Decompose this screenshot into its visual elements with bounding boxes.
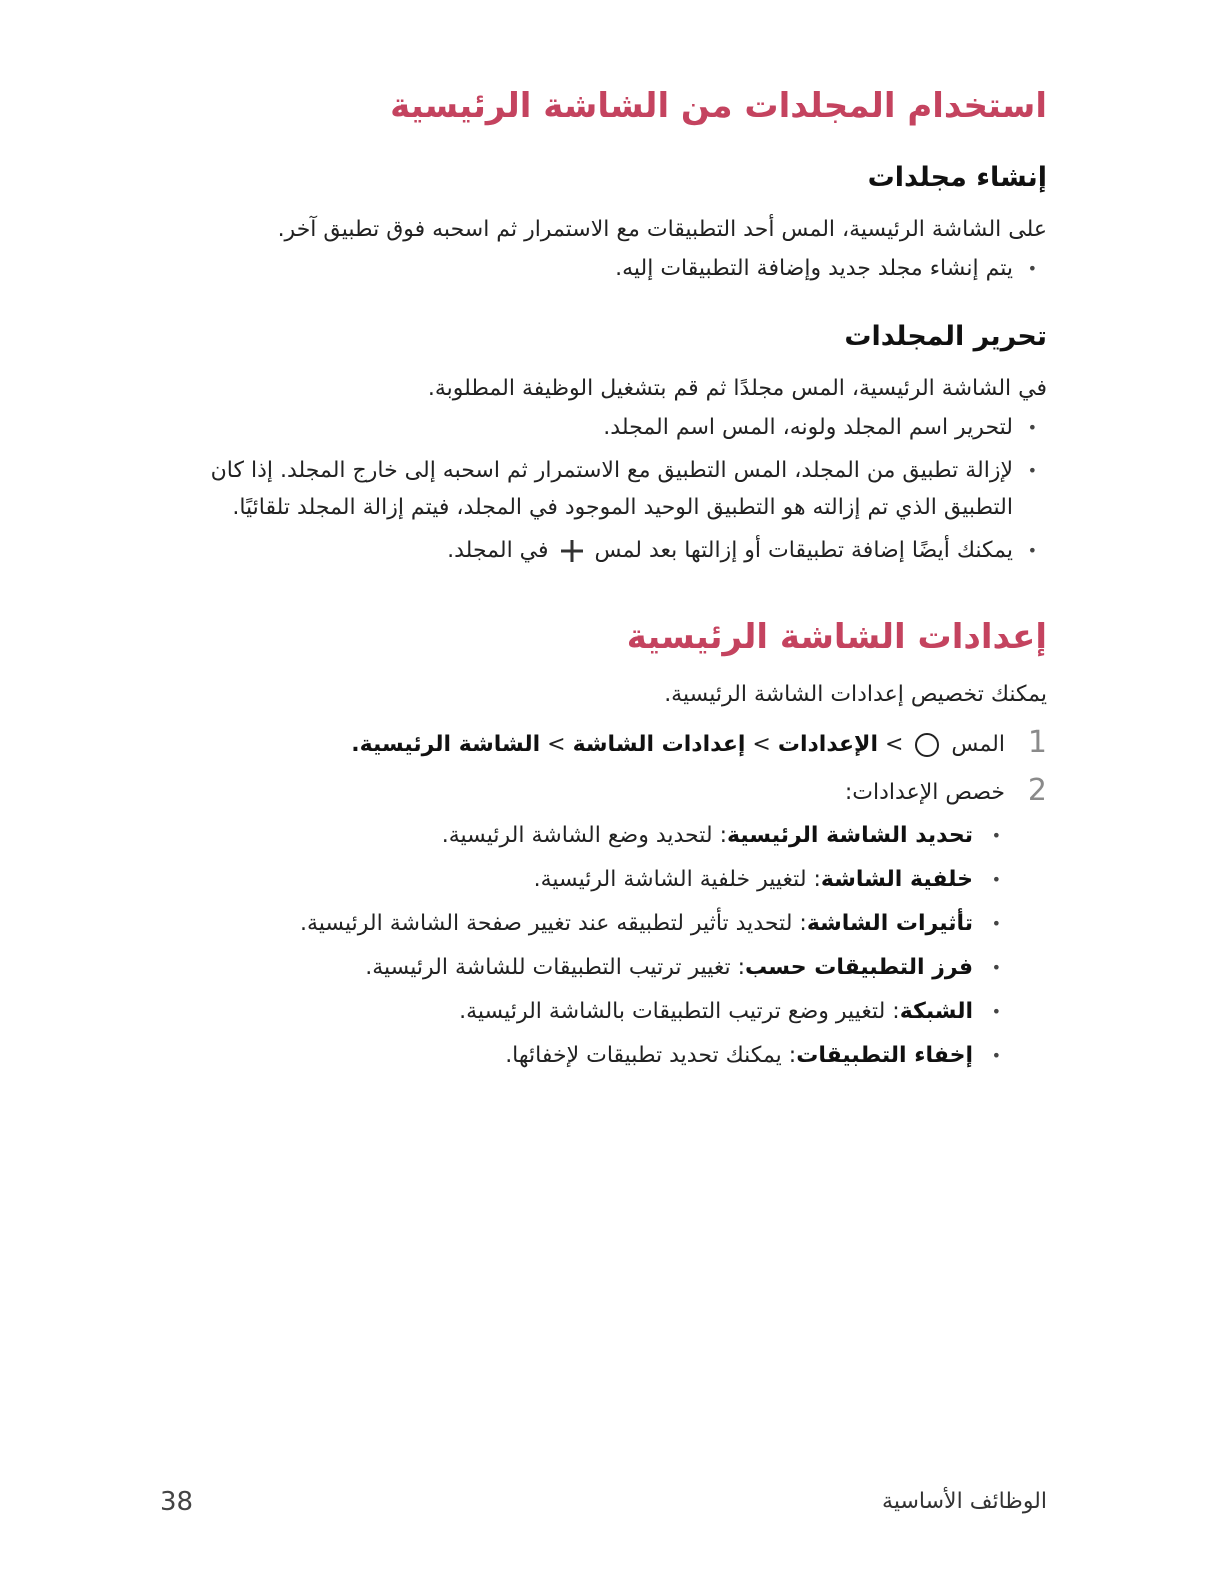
setting-desc: : لتحديد تأثير لتطبيقه عند تغيير صفحة الشاشة الرئيسية.: [299, 911, 807, 936]
step-2: [175, 773, 1047, 1074]
setting-item: [175, 1037, 973, 1074]
breadcrumb-end: .: [351, 732, 360, 757]
setting-term: تأثيرات الشاشة: [806, 911, 973, 936]
step-1: [175, 725, 1047, 765]
breadcrumb-settings: الإعدادات: [777, 732, 878, 757]
page-footer: [160, 1487, 1047, 1523]
step-1-prefix: المس: [951, 732, 1005, 757]
breadcrumb-sep: >: [877, 732, 911, 757]
setting-desc: : لتغيير خلفية الشاشة الرئيسية.: [533, 867, 821, 892]
document-page: [175, 78, 1047, 1082]
edit-folders-bullets: [175, 409, 1047, 569]
breadcrumb-home-screen: الشاشة الرئيسية: [359, 732, 541, 757]
create-folders-bullets: [175, 250, 1047, 287]
setting-item: [175, 861, 973, 898]
breadcrumb-sep: >: [540, 732, 573, 757]
page-number: 38: [160, 1487, 194, 1517]
setting-item: [175, 817, 973, 854]
setting-term: خلفية الشاشة: [820, 867, 973, 892]
footer-chapter-title: الوظائف الأساسية: [882, 1489, 1047, 1514]
breadcrumb-sep: >: [745, 732, 778, 757]
plus-bullet-after: في المجلد.: [447, 538, 549, 563]
setting-term: الشبكة: [899, 999, 973, 1024]
bullet-item: • لإزالة تطبيق من المجلد، المس التطبيق مع الاستمرار ثم اسحبه إلى خارج المجلد. إذا كان التطبيق الذي تم إزالته هو التطبيق الوحيد الموجود في المجلد، فيتم إزالة المجلد تلقائيًا.: [175, 452, 1013, 526]
setting-desc: : لتحديد وضع الشاشة الرئيسية.: [441, 823, 728, 848]
setting-term: إخفاء التطبيقات: [796, 1043, 973, 1068]
heading-edit-folders: تحرير المجلدات: [844, 321, 1047, 352]
home-circle-icon: [914, 732, 940, 758]
bullet-item: • يتم إنشاء مجلد جديد وإضافة التطبيقات إليه.: [175, 250, 1013, 287]
step-number: 1: [1027, 725, 1047, 760]
setting-term: فرز التطبيقات حسب: [745, 955, 973, 980]
setting-item: [175, 905, 973, 942]
settings-list: [175, 817, 1047, 1074]
step-2-text: خصص الإعدادات:: [844, 780, 1005, 805]
plus-bullet-before: يمكنك أيضًا إضافة تطبيقات أو إزالتها بعد لمس: [594, 538, 1013, 563]
plus-icon: [560, 539, 584, 563]
create-folders-paragraph: على الشاشة الرئيسية، المس أحد التطبيقات مع الاستمرار ثم اسحبه فوق تطبيق آخر.: [277, 217, 1047, 242]
bullet-item: • لتحرير اسم المجلد ولونه، المس اسم المجلد.: [175, 409, 1013, 446]
bullet-item-plus: [175, 532, 1013, 569]
section-title-home-settings: إعدادات الشاشة الرئيسية: [626, 617, 1047, 657]
edit-folders-paragraph: في الشاشة الرئيسية، المس مجلدًا ثم قم بتشغيل الوظيفة المطلوبة.: [427, 376, 1047, 401]
breadcrumb-display-settings: إعدادات الشاشة: [572, 732, 746, 757]
setting-item: [175, 949, 973, 986]
setting-item: [175, 993, 973, 1030]
step-number: 2: [1027, 773, 1047, 808]
setting-term: تحديد الشاشة الرئيسية: [727, 823, 973, 848]
heading-create-folders: إنشاء مجلدات: [867, 162, 1047, 193]
setting-desc: : لتغيير وضع ترتيب التطبيقات بالشاشة الرئيسية.: [459, 999, 900, 1024]
steps-list: [175, 725, 1047, 1074]
home-settings-intro: يمكنك تخصيص إعدادات الشاشة الرئيسية.: [664, 682, 1047, 707]
setting-desc: : تغيير ترتيب التطبيقات للشاشة الرئيسية.: [365, 955, 746, 980]
section-title-folders: استخدام المجلدات من الشاشة الرئيسية: [390, 86, 1047, 126]
setting-desc: : يمكنك تحديد تطبيقات لإخفائها.: [505, 1043, 797, 1068]
